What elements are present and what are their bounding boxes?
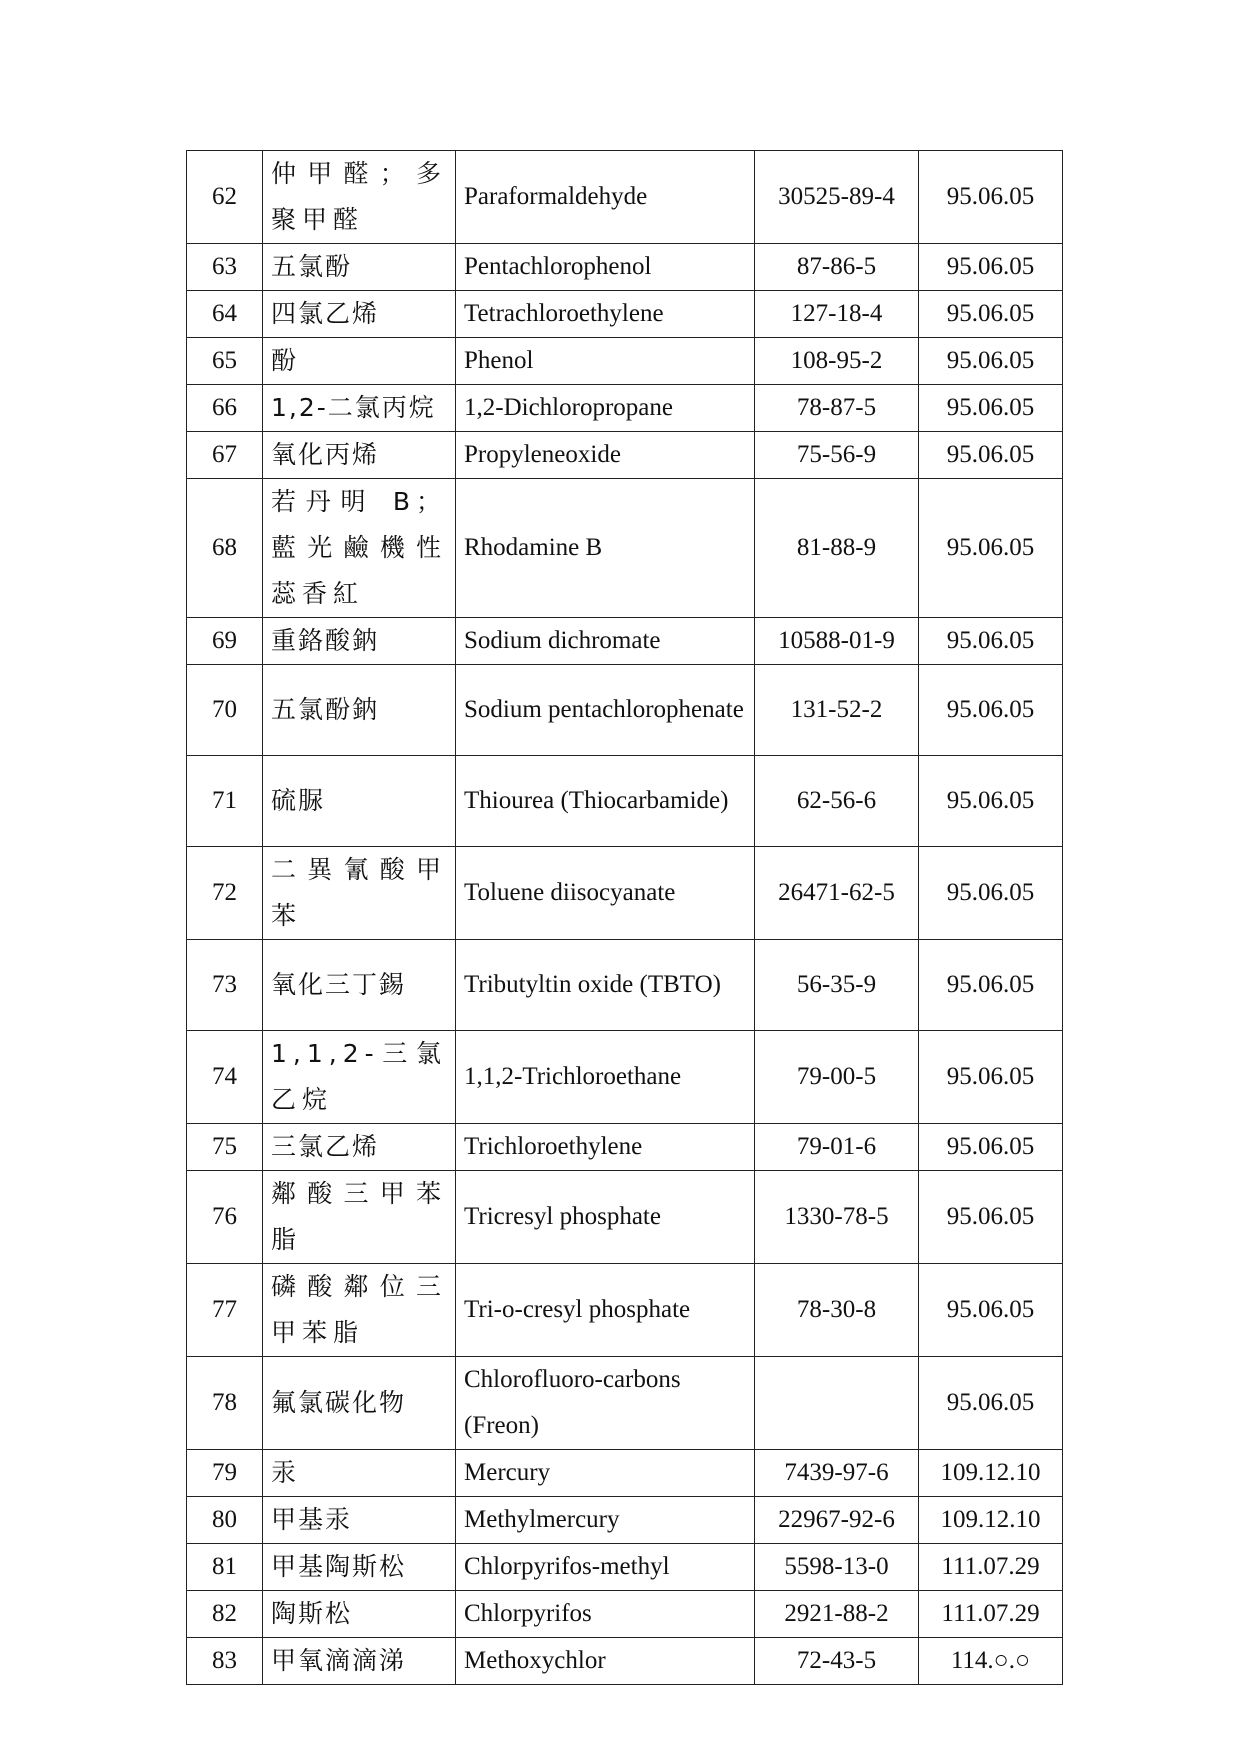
table-row [187,432,1063,479]
item-number: 76 [187,1171,263,1264]
listing-date: 111.07.29 [919,1591,1063,1638]
table-row [187,1124,1063,1171]
english-name: Tributyltin oxide (TBTO) [456,940,755,1031]
item-number: 75 [187,1124,263,1171]
chinese-name: 氧化丙烯 [263,432,456,479]
item-number: 67 [187,432,263,479]
item-number: 80 [187,1497,263,1544]
listing-date: 95.06.05 [919,1124,1063,1171]
item-number: 72 [187,847,263,940]
listing-date: 95.06.05 [919,665,1063,756]
chinese-name: 1,2-二氯丙烷 [263,385,456,432]
cas-number: 78-30-8 [755,1264,919,1357]
listing-date: 111.07.29 [919,1544,1063,1591]
english-name: Methoxychlor [456,1638,755,1685]
listing-date: 95.06.05 [919,847,1063,940]
item-number: 64 [187,291,263,338]
item-number: 78 [187,1357,263,1450]
chinese-name: 氟氯碳化物 [263,1357,456,1450]
cas-number: 62-56-6 [755,756,919,847]
cas-number: 1330-78-5 [755,1171,919,1264]
table-row [187,665,1063,756]
item-number: 65 [187,338,263,385]
listing-date: 95.06.05 [919,618,1063,665]
listing-date: 95.06.05 [919,1357,1063,1450]
chinese-name: 鄰酸三甲苯脂 [263,1171,456,1264]
english-name: Chlorpyrifos [456,1591,755,1638]
item-number: 83 [187,1638,263,1685]
table-row [187,1357,1063,1450]
english-name: Trichloroethylene [456,1124,755,1171]
chinese-name: 磷酸鄰位三甲苯脂 [263,1264,456,1357]
cas-number: 79-01-6 [755,1124,919,1171]
chinese-name: 四氯乙烯 [263,291,456,338]
listing-date: 109.12.10 [919,1450,1063,1497]
listing-date: 95.06.05 [919,385,1063,432]
listing-date: 95.06.05 [919,1264,1063,1357]
cas-number: 7439-97-6 [755,1450,919,1497]
english-name: Propyleneoxide [456,432,755,479]
cas-number: 26471-62-5 [755,847,919,940]
cas-number: 22967-92-6 [755,1497,919,1544]
english-name: Mercury [456,1450,755,1497]
listing-date: 95.06.05 [919,151,1063,244]
english-name: Tricresyl phosphate [456,1171,755,1264]
english-name: 1,1,2-Trichloroethane [456,1031,755,1124]
table-row [187,1031,1063,1124]
cas-number: 2921-88-2 [755,1591,919,1638]
cas-number: 10588-01-9 [755,618,919,665]
listing-date: 95.06.05 [919,940,1063,1031]
item-number: 79 [187,1450,263,1497]
cas-number: 87-86-5 [755,244,919,291]
listing-date: 95.06.05 [919,432,1063,479]
item-number: 71 [187,756,263,847]
cas-number [755,1357,919,1450]
chinese-name: 若丹明 B；藍光鹼機性蕊香紅 [263,479,456,618]
item-number: 77 [187,1264,263,1357]
table-row [187,756,1063,847]
english-name: Toluene diisocyanate [456,847,755,940]
english-name: Rhodamine B [456,479,755,618]
english-name: Sodium dichromate [456,618,755,665]
item-number: 74 [187,1031,263,1124]
chemical-table [186,150,1063,1685]
table-row [187,1171,1063,1264]
english-name: Phenol [456,338,755,385]
chinese-name: 二異氰酸甲苯 [263,847,456,940]
table-row [187,1544,1063,1591]
item-number: 82 [187,1591,263,1638]
cas-number: 5598-13-0 [755,1544,919,1591]
chinese-name: 三氯乙烯 [263,1124,456,1171]
english-name: Chlorofluoro-carbons (Freon) [456,1357,755,1450]
english-name: Chlorpyrifos-methyl [456,1544,755,1591]
cas-number: 108-95-2 [755,338,919,385]
chinese-name: 汞 [263,1450,456,1497]
listing-date: 109.12.10 [919,1497,1063,1544]
chinese-name: 陶斯松 [263,1591,456,1638]
chinese-name: 重鉻酸鈉 [263,618,456,665]
table-row [187,151,1063,244]
listing-date: 95.06.05 [919,291,1063,338]
item-number: 69 [187,618,263,665]
table-row [187,338,1063,385]
table-row [187,1450,1063,1497]
listing-date: 95.06.05 [919,1031,1063,1124]
english-name: Pentachlorophenol [456,244,755,291]
table-row [187,618,1063,665]
cas-number: 72-43-5 [755,1638,919,1685]
listing-date: 95.06.05 [919,338,1063,385]
table-row [187,1264,1063,1357]
table-row [187,385,1063,432]
item-number: 68 [187,479,263,618]
cas-number: 127-18-4 [755,291,919,338]
item-number: 62 [187,151,263,244]
chinese-name: 五氯酚 [263,244,456,291]
item-number: 66 [187,385,263,432]
listing-date: 95.06.05 [919,1171,1063,1264]
chinese-name: 仲甲醛；多聚甲醛 [263,151,456,244]
cas-number: 30525-89-4 [755,151,919,244]
cas-number: 78-87-5 [755,385,919,432]
item-number: 70 [187,665,263,756]
chinese-name: 甲基汞 [263,1497,456,1544]
english-name: Sodium pentachlorophenate [456,665,755,756]
listing-date: 114.○.○ [919,1638,1063,1685]
english-name: Thiourea (Thiocarbamide) [456,756,755,847]
english-name: Paraformaldehyde [456,151,755,244]
chinese-name: 1,1,2-三氯乙烷 [263,1031,456,1124]
table-row [187,1497,1063,1544]
cas-number: 75-56-9 [755,432,919,479]
cas-number: 56-35-9 [755,940,919,1031]
table-row [187,1638,1063,1685]
item-number: 81 [187,1544,263,1591]
english-name: Tetrachloroethylene [456,291,755,338]
cas-number: 79-00-5 [755,1031,919,1124]
chinese-name: 硫脲 [263,756,456,847]
chinese-name: 甲基陶斯松 [263,1544,456,1591]
table-row [187,291,1063,338]
item-number: 63 [187,244,263,291]
listing-date: 95.06.05 [919,756,1063,847]
cas-number: 81-88-9 [755,479,919,618]
table-row [187,479,1063,618]
table-row [187,244,1063,291]
chinese-name: 甲氧滴滴涕 [263,1638,456,1685]
chinese-name: 五氯酚鈉 [263,665,456,756]
english-name: Methylmercury [456,1497,755,1544]
english-name: 1,2-Dichloropropane [456,385,755,432]
table-row [187,940,1063,1031]
listing-date: 95.06.05 [919,244,1063,291]
table-row [187,847,1063,940]
english-name: Tri-o-cresyl phosphate [456,1264,755,1357]
listing-date: 95.06.05 [919,479,1063,618]
item-number: 73 [187,940,263,1031]
cas-number: 131-52-2 [755,665,919,756]
table-row [187,1591,1063,1638]
chinese-name: 氧化三丁錫 [263,940,456,1031]
chinese-name: 酚 [263,338,456,385]
